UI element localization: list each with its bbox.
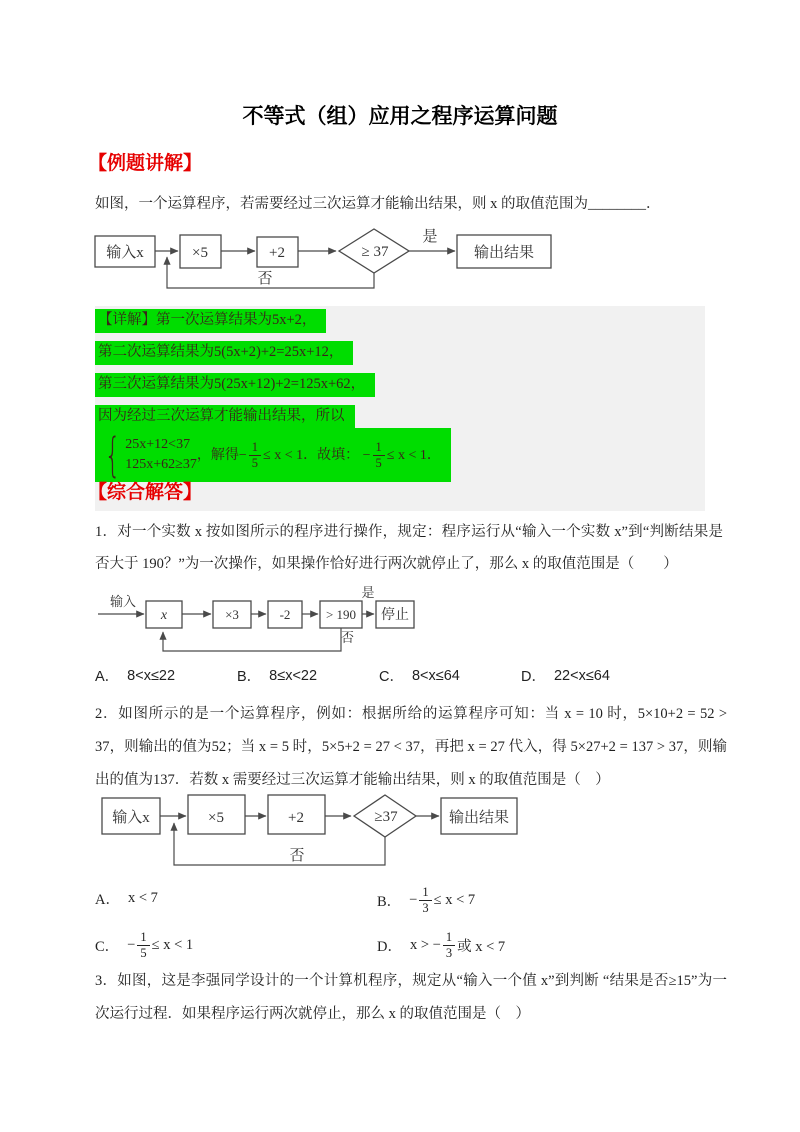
- flow2-x-label: x: [160, 608, 168, 623]
- flow3-no-loop: [174, 823, 385, 865]
- fraction-one-third: [443, 930, 455, 960]
- flow2-condition-label: > 190: [325, 607, 357, 622]
- choice-label: D．: [521, 669, 546, 685]
- fraction-one-fifth: [373, 440, 385, 470]
- system-brace: {: [104, 428, 121, 482]
- problem2-choice-c: [95, 925, 193, 965]
- problem2-choice-d: [377, 925, 505, 965]
- flow2-yes-label: 是: [361, 585, 375, 600]
- synthesis-section-heading: 【综合解答】: [88, 482, 203, 503]
- problem1-choices: [95, 665, 725, 686]
- conclusion-post: ≤ x < 1．: [386, 447, 441, 463]
- choice-label: B．: [377, 893, 402, 910]
- flow2-no-loop: [163, 628, 341, 651]
- flow1-input-label: 输入x: [106, 245, 144, 261]
- problem1-choice-d: [521, 665, 663, 686]
- problem1-choice-c: [379, 665, 521, 686]
- fraction-one-fifth: [137, 930, 149, 960]
- example-flowchart: [93, 224, 563, 304]
- conclusion-mid: ≤ x < 1．故填： −: [263, 447, 371, 463]
- choice-text: 8<x≤22: [127, 667, 176, 684]
- problem1-choice-b: [237, 665, 379, 686]
- fraction-one-fifth: [249, 440, 261, 470]
- flow3-output-label: 输出结果: [448, 810, 510, 826]
- fraction-denominator: 5: [251, 455, 259, 470]
- choice-label: D．: [377, 938, 402, 955]
- flow2-stop-label: 停止: [381, 608, 409, 623]
- solution-system-line: [95, 428, 451, 482]
- problem1-text: 1．对一个实数 x 按如图所示的程序进行操作，规定：程序运行从“输入一个实数 x”到“判断结果是否大于 190？”为一次操作，如果操作恰好进行两次就停止了，那么 x 的取值范围是（ ）: [95, 524, 723, 572]
- flow3-plus2-label: +2: [288, 810, 304, 826]
- choice-minus: −: [409, 891, 418, 908]
- fraction-numerator: 1: [443, 930, 455, 945]
- choice-text-pre: x > −: [409, 936, 441, 953]
- flow2-times3-label: ×3: [225, 607, 239, 622]
- choice-label: A．: [95, 892, 120, 908]
- fraction-numerator: 1: [373, 440, 385, 455]
- flow3-times5-label: ×5: [208, 810, 224, 826]
- choice-label: C．: [379, 669, 404, 685]
- fraction-numerator: 1: [249, 440, 261, 455]
- flow1-plus2-label: +2: [269, 245, 285, 261]
- fraction-numerator: 1: [419, 885, 431, 900]
- choice-text: 8<x≤64: [411, 667, 460, 684]
- flow2-input-label: 输入: [109, 594, 137, 609]
- choice-label: B．: [237, 669, 262, 685]
- inequality-system: [125, 435, 197, 475]
- fraction-denominator: 5: [140, 945, 147, 960]
- flow2-no-label: 否: [341, 630, 355, 645]
- flow1-times5-label: ×5: [192, 245, 208, 261]
- choice-label: C．: [95, 938, 120, 955]
- choice-text: 8≤x<22: [269, 667, 318, 684]
- solution-line-2: 第二次运算结果为5(5x+2)+2=25x+12，: [95, 341, 353, 365]
- example-statement: 如图，一个运算程序，若需要经过三次运算才能输出结果，则 x 的取值范围为________．: [95, 196, 661, 212]
- flow3-input-label: 输入x: [112, 810, 150, 826]
- page-title: 不等式（组）应用之程序运算问题: [242, 105, 558, 128]
- fraction-denominator: 5: [375, 455, 382, 470]
- system-inequality-2: 125x+62≥37: [125, 457, 197, 472]
- problem1-flowchart: [95, 584, 425, 656]
- choice-text: 或 x < 7: [457, 938, 506, 955]
- solution-line-1: 【详解】第一次运算结果为5x+2，: [95, 309, 326, 333]
- choice-text: ≤ x < 1: [151, 936, 194, 953]
- problem1-choice-a: [95, 665, 237, 686]
- flow1-no-label: 否: [257, 271, 273, 287]
- fraction-numerator: 1: [137, 930, 149, 945]
- choice-minus: −: [127, 936, 136, 953]
- choice-text: x < 7: [127, 890, 158, 906]
- problem2-text: 2．如图所示的是一个运算程序，例如：根据所给的运算程序可知：当 x = 10 时，5×10+2 = 52 > 37，则输出的值为52；当 x = 5 时，5×5+2 = 27 < 37，再把 x = 27 代入，得 5×27+2 = 137 > 37，则输出的值为137．若数 x 需要经过三次运算才能输出结果，则 x 的取值范围是（ ）: [95, 706, 727, 788]
- solution-line-4: 因为经过三次运算才能输出结果，所以: [95, 405, 355, 429]
- solution-line-3: 第三次运算结果为5(25x+12)+2=125x+62，: [95, 373, 375, 397]
- system-inequality-1: 25x+12<37: [125, 437, 191, 452]
- flow1-output-label: 输出结果: [473, 245, 535, 261]
- flow3-no-label: 否: [289, 848, 305, 864]
- problem2-choice-a: [95, 888, 158, 909]
- fraction-denominator: 3: [422, 900, 429, 915]
- flow2-minus2-label: -2: [279, 607, 291, 622]
- choice-text: ≤ x < 7: [433, 891, 476, 908]
- fraction-one-third: [419, 885, 431, 915]
- fraction-denominator: 3: [445, 945, 453, 960]
- choice-label: A．: [95, 669, 120, 685]
- flow3-condition-label: ≥37: [374, 809, 398, 825]
- flow1-yes-label: 是: [422, 229, 438, 245]
- problem3-text: 3．如图，这是李强同学设计的一个计算机程序，规定从“输入一个值 x”到判断 “结果是否≥15”为一次运行过程．如果程序运行两次就停止，那么 x 的取值范围是（ ）: [95, 973, 727, 1022]
- conclusion-pre: ，解得−: [196, 447, 247, 463]
- choice-text: 22<x≤64: [553, 667, 610, 684]
- problem2-flowchart: [100, 792, 530, 884]
- flow1-condition-label: ≥ 37: [361, 244, 389, 260]
- problem2-choice-b: [377, 880, 475, 920]
- example-section-heading: 【例题讲解】: [88, 153, 203, 174]
